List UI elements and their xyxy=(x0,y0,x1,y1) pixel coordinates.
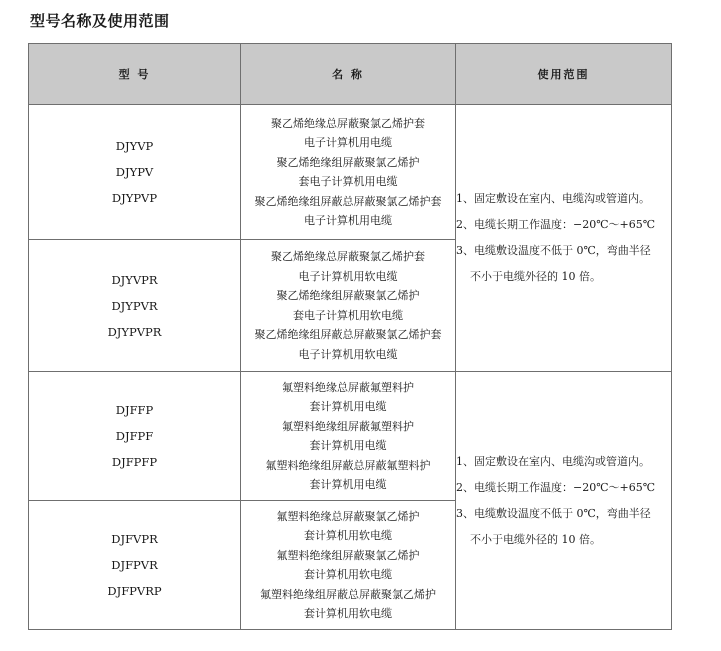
page-title: 型号名称及使用范围 xyxy=(30,12,170,30)
scope-line: 1、固定敷设在室内、电缆沟或管道内。 xyxy=(456,454,650,468)
model-spec-table xyxy=(28,43,672,630)
name-line: 套计算机用电缆 xyxy=(309,439,387,452)
name-cell xyxy=(241,501,456,630)
name-line: 聚乙烯绝缘总屏蔽聚氯乙烯护套 xyxy=(271,250,425,263)
name-line: 电子计算机用电缆 xyxy=(304,214,392,227)
name-line: 套计算机用电缆 xyxy=(309,400,387,413)
model-code: DJYPVR xyxy=(111,298,158,313)
model-code: DJFFP xyxy=(115,403,154,417)
name-line: 套计算机用软电缆 xyxy=(304,529,392,542)
model-code: DJYPVPR xyxy=(107,324,162,339)
model-code: DJYVP xyxy=(115,139,154,153)
scope-line: 不小于电缆外径的 10 倍。 xyxy=(470,270,601,283)
scope-line: 1、固定敷设在室内、电缆沟或管道内。 xyxy=(456,192,650,205)
name-line: 聚乙烯绝缘组屏蔽聚氯乙烯护 xyxy=(276,155,420,169)
name-line: 套电子计算机用软电缆 xyxy=(293,308,403,322)
scope-cell xyxy=(456,105,672,372)
name-cell xyxy=(241,105,456,240)
name-cell xyxy=(241,240,456,372)
scope-line: 不小于电缆外径的 10 倍。 xyxy=(470,532,601,546)
name-line: 氟塑料绝缘组屏蔽氟塑料护 xyxy=(282,419,414,433)
model-cell xyxy=(29,105,241,240)
table-row xyxy=(29,105,672,240)
model-code: DJFPFP xyxy=(111,455,158,469)
name-line: 电子计算机用电缆 xyxy=(304,136,392,149)
name-line: 氟塑料绝缘组屏蔽总屏蔽氟塑料护 xyxy=(265,458,431,472)
header-name: 名 称 xyxy=(241,44,456,105)
model-code: DJYVPR xyxy=(111,272,158,287)
name-line: 聚乙烯绝缘总屏蔽聚氯乙烯护套 xyxy=(271,116,425,130)
model-cell xyxy=(29,372,241,501)
scope-line: 2、电缆长期工作温度：−20℃～+65℃ xyxy=(456,218,656,231)
scope-line: 3、电缆敷设温度不低于 0℃，弯曲半径 xyxy=(456,506,651,520)
name-line: 氟塑料绝缘总屏蔽氟塑料护 xyxy=(282,380,414,394)
model-code: DJYPVP xyxy=(111,191,158,205)
name-line: 氟塑料绝缘组屏蔽聚氯乙烯护 xyxy=(276,548,420,562)
table-header-row xyxy=(29,44,672,105)
name-line: 套电子计算机用电缆 xyxy=(298,175,398,188)
scope-line: 3、电缆敷设温度不低于 0℃，弯曲半径 xyxy=(456,244,651,257)
model-code: DJFPVRP xyxy=(107,584,162,598)
model-cell xyxy=(29,501,241,630)
table-row xyxy=(29,372,672,501)
name-cell xyxy=(241,372,456,501)
header-scope: 使用范围 xyxy=(456,44,672,105)
header-model: 型 号 xyxy=(29,44,241,105)
model-code: DJYPV xyxy=(115,165,154,179)
scope-cell xyxy=(456,372,672,630)
scope-line: 2、电缆长期工作温度：−20℃～+65℃ xyxy=(456,480,656,494)
model-code: DJFPVR xyxy=(111,558,158,572)
name-line: 聚乙烯绝缘组屏蔽总屏蔽聚氯乙烯护套 xyxy=(254,328,442,341)
model-code: DJFVPR xyxy=(111,532,158,546)
name-line: 氟塑料绝缘总屏蔽聚氯乙烯护 xyxy=(276,509,420,523)
model-code: DJFPF xyxy=(115,429,154,443)
name-line: 套计算机用电缆 xyxy=(309,478,387,491)
name-line: 电子计算机用软电缆 xyxy=(298,347,398,361)
name-line: 聚乙烯绝缘组屏蔽总屏蔽聚氯乙烯护套 xyxy=(254,194,442,208)
model-cell xyxy=(29,240,241,372)
name-line: 聚乙烯绝缘组屏蔽聚氯乙烯护 xyxy=(276,289,420,302)
name-line: 套计算机用软电缆 xyxy=(304,568,392,581)
name-line: 氟塑料绝缘组屏蔽总屏蔽聚氯乙烯护 xyxy=(260,587,436,601)
name-line: 套计算机用软电缆 xyxy=(304,607,392,620)
name-line: 电子计算机用软电缆 xyxy=(298,269,398,283)
